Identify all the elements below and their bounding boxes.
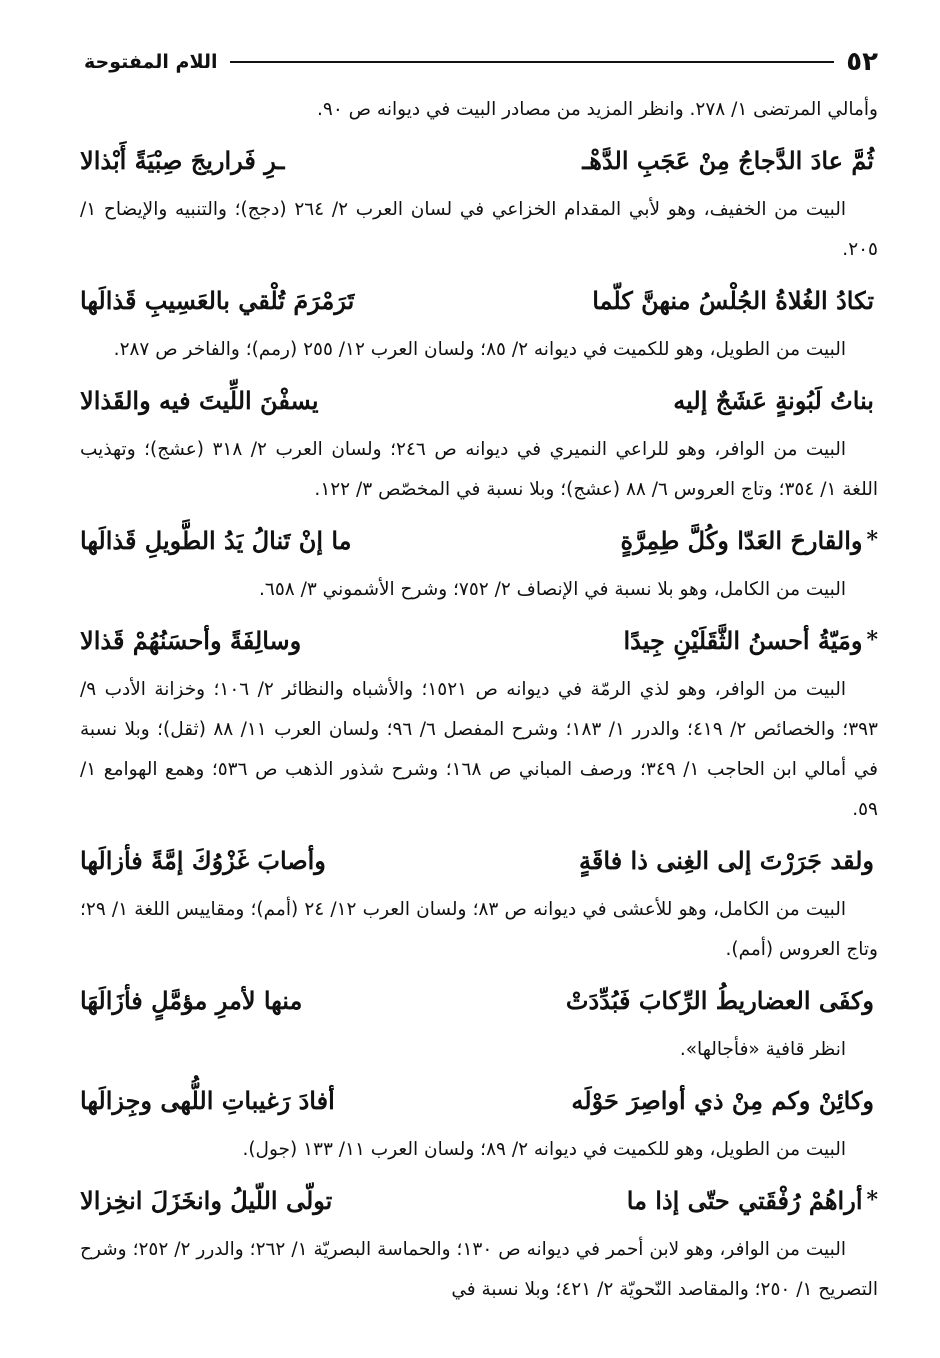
verse-first-hemistich: * ومَيّةُ أحسنُ الثَّقَلَيْنِ جِيدًا (623, 625, 878, 655)
note-paragraph: انظر قافية «فأجالها». (679, 1039, 846, 1060)
page-content (80, 90, 878, 1310)
star-marker: * (866, 627, 878, 653)
note-paragraph: البيت من الوافر، وهو لذي الرمّة في ديوانه ص ١٥٢١؛ والأشباه والنظائر ٢/ ١٠٦؛ وخزانة الأدب ٩/ ٣٩٣؛ والخصائص ٢/ ٤١٩؛ والدرر ١/ ١٨٣؛ وشرح المفصل ٦/ ٩٦؛ ولسان العرب ١١/ ٨٨ (ثقل)؛ وبلا نسبة في أمالي ابن الحاجب ١/ ٣٤٩؛ ورصف المباني ص ١٦٨؛ وشرح شذور الذهب ص ٥٣٦؛ وهمع الهوامع ١/ ٥٩. (80, 679, 878, 820)
page-number: ٥٢ (846, 47, 878, 77)
verse (80, 370, 878, 430)
verse-first-hemistich: تكادُ الغُلاةُ الجُلْسُ منهنَّ كلّما (592, 285, 874, 315)
note-paragraph: البيت من الوافر، وهو لابن أحمر في ديوانه ص ١٣٠؛ والحماسة البصريّة ١/ ٢٦٢؛ والدرر ٢/ ٢٥٢؛ وشرح التصريح ١/ ٢٥٠؛ والمقاصد النّحويّة ٢/ ٤٢١؛ وبلا نسبة في (80, 1239, 878, 1300)
verse-second-hemistich: ـرِ فَراريجَ صِبْيَةً أَبْذالا (80, 145, 285, 175)
running-title: اللام المفتوحة (84, 51, 218, 73)
verse-second-hemistich: منها لأمرِ مؤمَّلٍ فأزَالَهَا (80, 985, 303, 1015)
verse (80, 1070, 878, 1130)
verse-second-hemistich: يسفْنَ اللِّيتَ فيه والقَذالا (80, 385, 319, 415)
verse-second-hemistich: ما إنْ تَنالُ يَدُ الطَّويلِ قَذالَها (80, 525, 352, 555)
verse (80, 270, 878, 330)
note-paragraph: البيت من الخفيف، وهو لأبي المقدام الخزاعي في لسان العرب ٢/ ٢٦٤ (دجج)؛ والتنبيه والإيضاح ١/ ٢٠٥. (80, 199, 878, 260)
verse-first-hemistich: ثُمَّ عادَ الدَّجاجُ مِنْ عَجَبِ الدَّهْـ (582, 145, 874, 175)
verse-first-hemistich: وكفَى العضاريطُ الرِّكابَ فَبُدِّدَتْ (565, 985, 874, 1015)
note-paragraph: البيت من الوافر، وهو للراعي النميري في ديوانه ص ٢٤٦؛ ولسان العرب ٢/ ٣١٨ (عشج)؛ وتهذيب اللغة ١/ ٣٥٤؛ وتاج العروس ٦/ ٨٨ (عشج)؛ وبلا نسبة في المخصّص ٣/ ١٢٢. (80, 439, 878, 500)
header-rule (230, 61, 835, 63)
page-header (84, 42, 878, 82)
verse-first-hemistich: * والقارحَ العَدّا وكُلَّ طِمِرَّةٍ (620, 525, 878, 555)
verse-first-hemistich: * أراهُمْ رُفْقَتي حتّى إذا ما (626, 1185, 878, 1215)
note-paragraph: البيت من الطويل، وهو للكميت في ديوانه ٢/ ٨٥؛ ولسان العرب ١٢/ ٢٥٥ (رمم)؛ والفاخر ص ٢٨٧. (113, 339, 846, 360)
verse (80, 130, 878, 190)
note-paragraph: البيت من الكامل، وهو بلا نسبة في الإنصاف ٢/ ٧٥٢؛ وشرح الأشموني ٣/ ٦٥٨. (259, 579, 846, 600)
note-paragraph: البيت من الكامل، وهو للأعشى في ديوانه ص ٨٣؛ ولسان العرب ١٢/ ٢٤ (أمم)؛ ومقاييس اللغة ١/ ٢٩؛ وتاج العروس (أمم). (80, 899, 878, 960)
verse (80, 970, 878, 1030)
verse-second-hemistich: وأصابَ غَزْوُكَ إمَّةً فأزالَها (80, 845, 326, 875)
verse-second-hemistich: تَرَمْرَمَ تُلْقي بالعَسِيبِ قَذالَها (80, 285, 355, 315)
verse-first-hemistich: ولقد جَرَرْتَ إلى الغِنى ذا فاقَةٍ (579, 845, 874, 875)
verse (80, 830, 878, 890)
note-line: وأمالي المرتضى ١/ ٢٧٨. وانظر المزيد من مصادر البيت في ديوانه ص ٩٠. (317, 99, 878, 120)
verse (80, 510, 878, 570)
note-paragraph: البيت من الطويل، وهو للكميت في ديوانه ٢/ ٨٩؛ ولسان العرب ١١/ ١٣٣ (جول). (242, 1139, 846, 1160)
verse-second-hemistich: أفادَ رَغيباتِ اللُّهى وجِزالَها (80, 1085, 335, 1115)
star-marker: * (866, 1187, 878, 1213)
verse (80, 1170, 878, 1230)
verse-first-hemistich: بناتُ لَبُونةٍ عَشَجٌ إليه (673, 385, 874, 415)
verse-second-hemistich: وسالِفَةً وأحسَنُهُمْ قَذالا (80, 625, 302, 655)
verse-first-hemistich: وكائِنْ وكم مِنْ ذي أواصِرَ حَوْلَه (571, 1085, 874, 1115)
star-marker: * (866, 527, 878, 553)
verse (80, 610, 878, 670)
verse-second-hemistich: تولّى اللّيلُ وانخَزَلَ انخِزالا (80, 1185, 333, 1215)
